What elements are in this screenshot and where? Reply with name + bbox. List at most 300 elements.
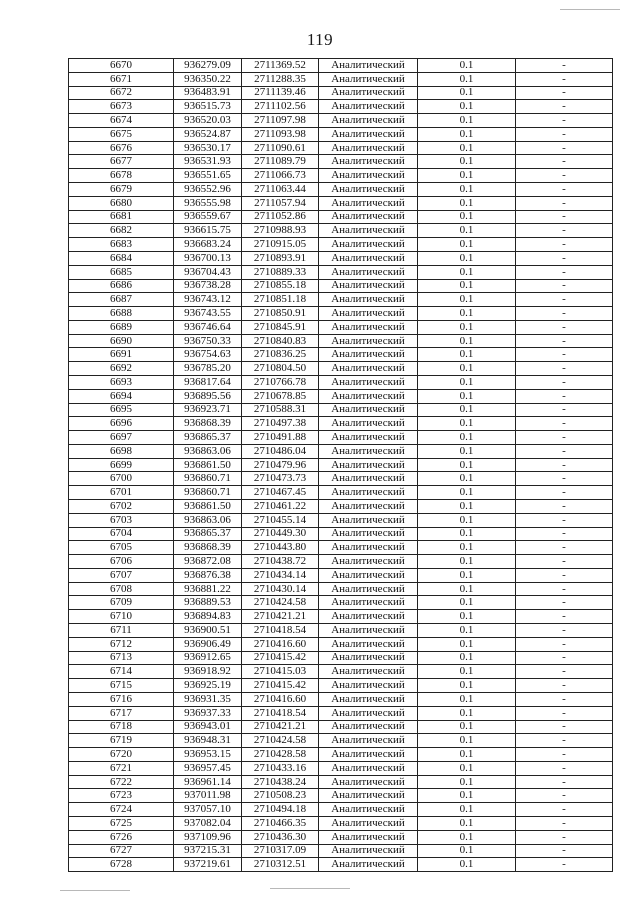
- x-coordinate-cell: 937109.96: [174, 830, 242, 844]
- point-number-cell: 6719: [69, 734, 174, 748]
- accuracy-cell: 0.1: [418, 610, 516, 624]
- y-coordinate-cell: 2710497.38: [242, 417, 319, 431]
- y-coordinate-cell: 2710416.60: [242, 692, 319, 706]
- point-number-cell: 6681: [69, 210, 174, 224]
- point-number-cell: 6697: [69, 431, 174, 445]
- note-cell: -: [516, 141, 613, 155]
- accuracy-cell: 0.1: [418, 734, 516, 748]
- method-cell: Аналитический: [319, 293, 418, 307]
- note-cell: -: [516, 127, 613, 141]
- x-coordinate-cell: 936961.14: [174, 775, 242, 789]
- y-coordinate-cell: 2710494.18: [242, 803, 319, 817]
- point-number-cell: 6677: [69, 155, 174, 169]
- y-coordinate-cell: 2710430.14: [242, 582, 319, 596]
- note-cell: -: [516, 114, 613, 128]
- note-cell: -: [516, 334, 613, 348]
- x-coordinate-cell: 936861.50: [174, 500, 242, 514]
- table-row: [69, 183, 613, 197]
- note-cell: -: [516, 320, 613, 334]
- point-number-cell: 6700: [69, 472, 174, 486]
- x-coordinate-cell: 936943.01: [174, 720, 242, 734]
- table-row: [69, 513, 613, 527]
- note-cell: -: [516, 155, 613, 169]
- table-row: [69, 637, 613, 651]
- x-coordinate-cell: 936863.06: [174, 513, 242, 527]
- x-coordinate-cell: 936860.71: [174, 486, 242, 500]
- accuracy-cell: 0.1: [418, 858, 516, 872]
- note-cell: -: [516, 706, 613, 720]
- y-coordinate-cell: 2710415.42: [242, 651, 319, 665]
- note-cell: -: [516, 803, 613, 817]
- table-row: [69, 651, 613, 665]
- table-row: [69, 114, 613, 128]
- point-number-cell: 6721: [69, 761, 174, 775]
- note-cell: -: [516, 265, 613, 279]
- point-number-cell: 6676: [69, 141, 174, 155]
- y-coordinate-cell: 2711089.79: [242, 155, 319, 169]
- y-coordinate-cell: 2710915.05: [242, 238, 319, 252]
- y-coordinate-cell: 2710317.09: [242, 844, 319, 858]
- accuracy-cell: 0.1: [418, 458, 516, 472]
- table-row: [69, 555, 613, 569]
- y-coordinate-cell: 2711369.52: [242, 59, 319, 73]
- x-coordinate-cell: 936551.65: [174, 169, 242, 183]
- point-number-cell: 6711: [69, 624, 174, 638]
- accuracy-cell: 0.1: [418, 127, 516, 141]
- y-coordinate-cell: 2710421.21: [242, 610, 319, 624]
- table-row: [69, 141, 613, 155]
- method-cell: Аналитический: [319, 127, 418, 141]
- note-cell: -: [516, 362, 613, 376]
- accuracy-cell: 0.1: [418, 816, 516, 830]
- table-row: [69, 748, 613, 762]
- accuracy-cell: 0.1: [418, 651, 516, 665]
- table-row: [69, 389, 613, 403]
- point-number-cell: 6671: [69, 72, 174, 86]
- point-number-cell: 6685: [69, 265, 174, 279]
- method-cell: Аналитический: [319, 114, 418, 128]
- accuracy-cell: 0.1: [418, 375, 516, 389]
- method-cell: Аналитический: [319, 362, 418, 376]
- point-number-cell: 6693: [69, 375, 174, 389]
- table-row: [69, 417, 613, 431]
- accuracy-cell: 0.1: [418, 582, 516, 596]
- coordinates-table: [68, 58, 613, 872]
- x-coordinate-cell: 936906.49: [174, 637, 242, 651]
- method-cell: Аналитический: [319, 169, 418, 183]
- x-coordinate-cell: 936350.22: [174, 72, 242, 86]
- y-coordinate-cell: 2710424.58: [242, 596, 319, 610]
- note-cell: -: [516, 582, 613, 596]
- method-cell: Аналитический: [319, 816, 418, 830]
- point-number-cell: 6723: [69, 789, 174, 803]
- table-row: [69, 761, 613, 775]
- x-coordinate-cell: 936279.09: [174, 59, 242, 73]
- x-coordinate-cell: 936785.20: [174, 362, 242, 376]
- x-coordinate-cell: 936483.91: [174, 86, 242, 100]
- y-coordinate-cell: 2710424.58: [242, 734, 319, 748]
- note-cell: -: [516, 238, 613, 252]
- method-cell: Аналитический: [319, 803, 418, 817]
- table-row: [69, 293, 613, 307]
- note-cell: -: [516, 830, 613, 844]
- note-cell: -: [516, 431, 613, 445]
- point-number-cell: 6728: [69, 858, 174, 872]
- accuracy-cell: 0.1: [418, 403, 516, 417]
- y-coordinate-cell: 2710486.04: [242, 444, 319, 458]
- method-cell: Аналитический: [319, 86, 418, 100]
- table-row: [69, 224, 613, 238]
- x-coordinate-cell: 936918.92: [174, 665, 242, 679]
- note-cell: -: [516, 568, 613, 582]
- y-coordinate-cell: 2710508.23: [242, 789, 319, 803]
- method-cell: Аналитический: [319, 665, 418, 679]
- x-coordinate-cell: 936861.50: [174, 458, 242, 472]
- accuracy-cell: 0.1: [418, 155, 516, 169]
- note-cell: -: [516, 293, 613, 307]
- note-cell: -: [516, 692, 613, 706]
- table-row: [69, 251, 613, 265]
- scan-artifact-bottom-right: [270, 888, 350, 889]
- note-cell: -: [516, 720, 613, 734]
- x-coordinate-cell: 936923.71: [174, 403, 242, 417]
- x-coordinate-cell: 936876.38: [174, 568, 242, 582]
- method-cell: Аналитический: [319, 59, 418, 73]
- x-coordinate-cell: 937215.31: [174, 844, 242, 858]
- accuracy-cell: 0.1: [418, 183, 516, 197]
- method-cell: Аналитический: [319, 486, 418, 500]
- x-coordinate-cell: 936743.55: [174, 307, 242, 321]
- x-coordinate-cell: 936817.64: [174, 375, 242, 389]
- coordinates-table-body: [69, 59, 613, 872]
- point-number-cell: 6692: [69, 362, 174, 376]
- note-cell: -: [516, 651, 613, 665]
- y-coordinate-cell: 2710312.51: [242, 858, 319, 872]
- method-cell: Аналитический: [319, 196, 418, 210]
- table-row: [69, 196, 613, 210]
- y-coordinate-cell: 2710889.33: [242, 265, 319, 279]
- method-cell: Аналитический: [319, 72, 418, 86]
- table-row: [69, 500, 613, 514]
- accuracy-cell: 0.1: [418, 431, 516, 445]
- method-cell: Аналитический: [319, 651, 418, 665]
- x-coordinate-cell: 936931.35: [174, 692, 242, 706]
- accuracy-cell: 0.1: [418, 624, 516, 638]
- x-coordinate-cell: 937219.61: [174, 858, 242, 872]
- method-cell: Аналитический: [319, 100, 418, 114]
- method-cell: Аналитический: [319, 251, 418, 265]
- point-number-cell: 6712: [69, 637, 174, 651]
- note-cell: -: [516, 86, 613, 100]
- point-number-cell: 6703: [69, 513, 174, 527]
- method-cell: Аналитический: [319, 692, 418, 706]
- y-coordinate-cell: 2711066.73: [242, 169, 319, 183]
- y-coordinate-cell: 2710678.85: [242, 389, 319, 403]
- table-row: [69, 169, 613, 183]
- x-coordinate-cell: 936957.45: [174, 761, 242, 775]
- y-coordinate-cell: 2711288.35: [242, 72, 319, 86]
- note-cell: -: [516, 472, 613, 486]
- point-number-cell: 6698: [69, 444, 174, 458]
- point-number-cell: 6717: [69, 706, 174, 720]
- note-cell: -: [516, 527, 613, 541]
- note-cell: -: [516, 789, 613, 803]
- table-row: [69, 403, 613, 417]
- note-cell: -: [516, 748, 613, 762]
- method-cell: Аналитический: [319, 389, 418, 403]
- accuracy-cell: 0.1: [418, 265, 516, 279]
- note-cell: -: [516, 513, 613, 527]
- accuracy-cell: 0.1: [418, 348, 516, 362]
- accuracy-cell: 0.1: [418, 196, 516, 210]
- accuracy-cell: 0.1: [418, 513, 516, 527]
- note-cell: -: [516, 403, 613, 417]
- y-coordinate-cell: 2711090.61: [242, 141, 319, 155]
- note-cell: -: [516, 210, 613, 224]
- table-row: [69, 789, 613, 803]
- x-coordinate-cell: 936881.22: [174, 582, 242, 596]
- table-row: [69, 362, 613, 376]
- x-coordinate-cell: 936559.67: [174, 210, 242, 224]
- method-cell: Аналитический: [319, 183, 418, 197]
- y-coordinate-cell: 2711093.98: [242, 127, 319, 141]
- y-coordinate-cell: 2710473.73: [242, 472, 319, 486]
- accuracy-cell: 0.1: [418, 114, 516, 128]
- x-coordinate-cell: 936868.39: [174, 541, 242, 555]
- x-coordinate-cell: 936520.03: [174, 114, 242, 128]
- note-cell: -: [516, 348, 613, 362]
- x-coordinate-cell: 936868.39: [174, 417, 242, 431]
- x-coordinate-cell: 936530.17: [174, 141, 242, 155]
- accuracy-cell: 0.1: [418, 72, 516, 86]
- method-cell: Аналитический: [319, 541, 418, 555]
- point-number-cell: 6724: [69, 803, 174, 817]
- note-cell: -: [516, 761, 613, 775]
- accuracy-cell: 0.1: [418, 472, 516, 486]
- note-cell: -: [516, 486, 613, 500]
- point-number-cell: 6725: [69, 816, 174, 830]
- note-cell: -: [516, 610, 613, 624]
- table-row: [69, 582, 613, 596]
- point-number-cell: 6702: [69, 500, 174, 514]
- table-row: [69, 348, 613, 362]
- note-cell: -: [516, 816, 613, 830]
- method-cell: Аналитический: [319, 679, 418, 693]
- point-number-cell: 6727: [69, 844, 174, 858]
- point-number-cell: 6699: [69, 458, 174, 472]
- method-cell: Аналитический: [319, 830, 418, 844]
- accuracy-cell: 0.1: [418, 417, 516, 431]
- table-row: [69, 155, 613, 169]
- point-number-cell: 6720: [69, 748, 174, 762]
- note-cell: -: [516, 196, 613, 210]
- method-cell: Аналитический: [319, 320, 418, 334]
- y-coordinate-cell: 2710415.03: [242, 665, 319, 679]
- point-number-cell: 6695: [69, 403, 174, 417]
- note-cell: -: [516, 679, 613, 693]
- x-coordinate-cell: 936746.64: [174, 320, 242, 334]
- method-cell: Аналитический: [319, 279, 418, 293]
- accuracy-cell: 0.1: [418, 100, 516, 114]
- x-coordinate-cell: 936700.13: [174, 251, 242, 265]
- note-cell: -: [516, 555, 613, 569]
- accuracy-cell: 0.1: [418, 486, 516, 500]
- y-coordinate-cell: 2710416.60: [242, 637, 319, 651]
- method-cell: Аналитический: [319, 734, 418, 748]
- x-coordinate-cell: 936912.65: [174, 651, 242, 665]
- accuracy-cell: 0.1: [418, 706, 516, 720]
- method-cell: Аналитический: [319, 444, 418, 458]
- table-row: [69, 665, 613, 679]
- y-coordinate-cell: 2710479.96: [242, 458, 319, 472]
- y-coordinate-cell: 2710855.18: [242, 279, 319, 293]
- y-coordinate-cell: 2711102.56: [242, 100, 319, 114]
- x-coordinate-cell: 936738.28: [174, 279, 242, 293]
- accuracy-cell: 0.1: [418, 541, 516, 555]
- point-number-cell: 6675: [69, 127, 174, 141]
- x-coordinate-cell: 937082.04: [174, 816, 242, 830]
- method-cell: Аналитический: [319, 417, 418, 431]
- table-row: [69, 59, 613, 73]
- method-cell: Аналитический: [319, 596, 418, 610]
- x-coordinate-cell: 936555.98: [174, 196, 242, 210]
- accuracy-cell: 0.1: [418, 761, 516, 775]
- point-number-cell: 6684: [69, 251, 174, 265]
- x-coordinate-cell: 937011.98: [174, 789, 242, 803]
- table-row: [69, 307, 613, 321]
- point-number-cell: 6722: [69, 775, 174, 789]
- table-row: [69, 568, 613, 582]
- table-row: [69, 679, 613, 693]
- accuracy-cell: 0.1: [418, 803, 516, 817]
- method-cell: Аналитический: [319, 775, 418, 789]
- table-row: [69, 803, 613, 817]
- accuracy-cell: 0.1: [418, 307, 516, 321]
- accuracy-cell: 0.1: [418, 224, 516, 238]
- table-row: [69, 734, 613, 748]
- x-coordinate-cell: 936704.43: [174, 265, 242, 279]
- point-number-cell: 6686: [69, 279, 174, 293]
- point-number-cell: 6708: [69, 582, 174, 596]
- accuracy-cell: 0.1: [418, 527, 516, 541]
- accuracy-cell: 0.1: [418, 789, 516, 803]
- y-coordinate-cell: 2710491.88: [242, 431, 319, 445]
- table-row: [69, 265, 613, 279]
- point-number-cell: 6704: [69, 527, 174, 541]
- accuracy-cell: 0.1: [418, 141, 516, 155]
- note-cell: -: [516, 458, 613, 472]
- point-number-cell: 6716: [69, 692, 174, 706]
- y-coordinate-cell: 2710455.14: [242, 513, 319, 527]
- accuracy-cell: 0.1: [418, 775, 516, 789]
- method-cell: Аналитический: [319, 375, 418, 389]
- y-coordinate-cell: 2710421.21: [242, 720, 319, 734]
- point-number-cell: 6718: [69, 720, 174, 734]
- note-cell: -: [516, 375, 613, 389]
- note-cell: -: [516, 251, 613, 265]
- method-cell: Аналитический: [319, 527, 418, 541]
- point-number-cell: 6715: [69, 679, 174, 693]
- x-coordinate-cell: 936953.15: [174, 748, 242, 762]
- note-cell: -: [516, 59, 613, 73]
- point-number-cell: 6726: [69, 830, 174, 844]
- accuracy-cell: 0.1: [418, 169, 516, 183]
- accuracy-cell: 0.1: [418, 568, 516, 582]
- point-number-cell: 6687: [69, 293, 174, 307]
- y-coordinate-cell: 2710850.91: [242, 307, 319, 321]
- accuracy-cell: 0.1: [418, 320, 516, 334]
- accuracy-cell: 0.1: [418, 830, 516, 844]
- y-coordinate-cell: 2711063.44: [242, 183, 319, 197]
- note-cell: -: [516, 224, 613, 238]
- method-cell: Аналитический: [319, 844, 418, 858]
- x-coordinate-cell: 936531.93: [174, 155, 242, 169]
- accuracy-cell: 0.1: [418, 637, 516, 651]
- method-cell: Аналитический: [319, 265, 418, 279]
- method-cell: Аналитический: [319, 238, 418, 252]
- x-coordinate-cell: 937057.10: [174, 803, 242, 817]
- y-coordinate-cell: 2710418.54: [242, 706, 319, 720]
- y-coordinate-cell: 2710836.25: [242, 348, 319, 362]
- note-cell: -: [516, 72, 613, 86]
- point-number-cell: 6689: [69, 320, 174, 334]
- accuracy-cell: 0.1: [418, 748, 516, 762]
- x-coordinate-cell: 936552.96: [174, 183, 242, 197]
- note-cell: -: [516, 389, 613, 403]
- accuracy-cell: 0.1: [418, 251, 516, 265]
- y-coordinate-cell: 2710438.24: [242, 775, 319, 789]
- table-row: [69, 596, 613, 610]
- x-coordinate-cell: 936889.53: [174, 596, 242, 610]
- point-number-cell: 6713: [69, 651, 174, 665]
- method-cell: Аналитический: [319, 761, 418, 775]
- y-coordinate-cell: 2710434.14: [242, 568, 319, 582]
- point-number-cell: 6678: [69, 169, 174, 183]
- accuracy-cell: 0.1: [418, 500, 516, 514]
- method-cell: Аналитический: [319, 348, 418, 362]
- y-coordinate-cell: 2710443.80: [242, 541, 319, 555]
- x-coordinate-cell: 936524.87: [174, 127, 242, 141]
- accuracy-cell: 0.1: [418, 692, 516, 706]
- note-cell: -: [516, 417, 613, 431]
- point-number-cell: 6710: [69, 610, 174, 624]
- x-coordinate-cell: 936894.83: [174, 610, 242, 624]
- y-coordinate-cell: 2710436.30: [242, 830, 319, 844]
- accuracy-cell: 0.1: [418, 844, 516, 858]
- point-number-cell: 6674: [69, 114, 174, 128]
- note-cell: -: [516, 100, 613, 114]
- point-number-cell: 6705: [69, 541, 174, 555]
- y-coordinate-cell: 2710438.72: [242, 555, 319, 569]
- table-row: [69, 624, 613, 638]
- table-row: [69, 844, 613, 858]
- x-coordinate-cell: 936750.33: [174, 334, 242, 348]
- table-row: [69, 775, 613, 789]
- note-cell: -: [516, 624, 613, 638]
- accuracy-cell: 0.1: [418, 665, 516, 679]
- point-number-cell: 6707: [69, 568, 174, 582]
- method-cell: Аналитический: [319, 141, 418, 155]
- table-row: [69, 830, 613, 844]
- x-coordinate-cell: 936615.75: [174, 224, 242, 238]
- method-cell: Аналитический: [319, 307, 418, 321]
- x-coordinate-cell: 936683.24: [174, 238, 242, 252]
- method-cell: Аналитический: [319, 624, 418, 638]
- y-coordinate-cell: 2710851.18: [242, 293, 319, 307]
- table-row: [69, 816, 613, 830]
- method-cell: Аналитический: [319, 582, 418, 596]
- method-cell: Аналитический: [319, 789, 418, 803]
